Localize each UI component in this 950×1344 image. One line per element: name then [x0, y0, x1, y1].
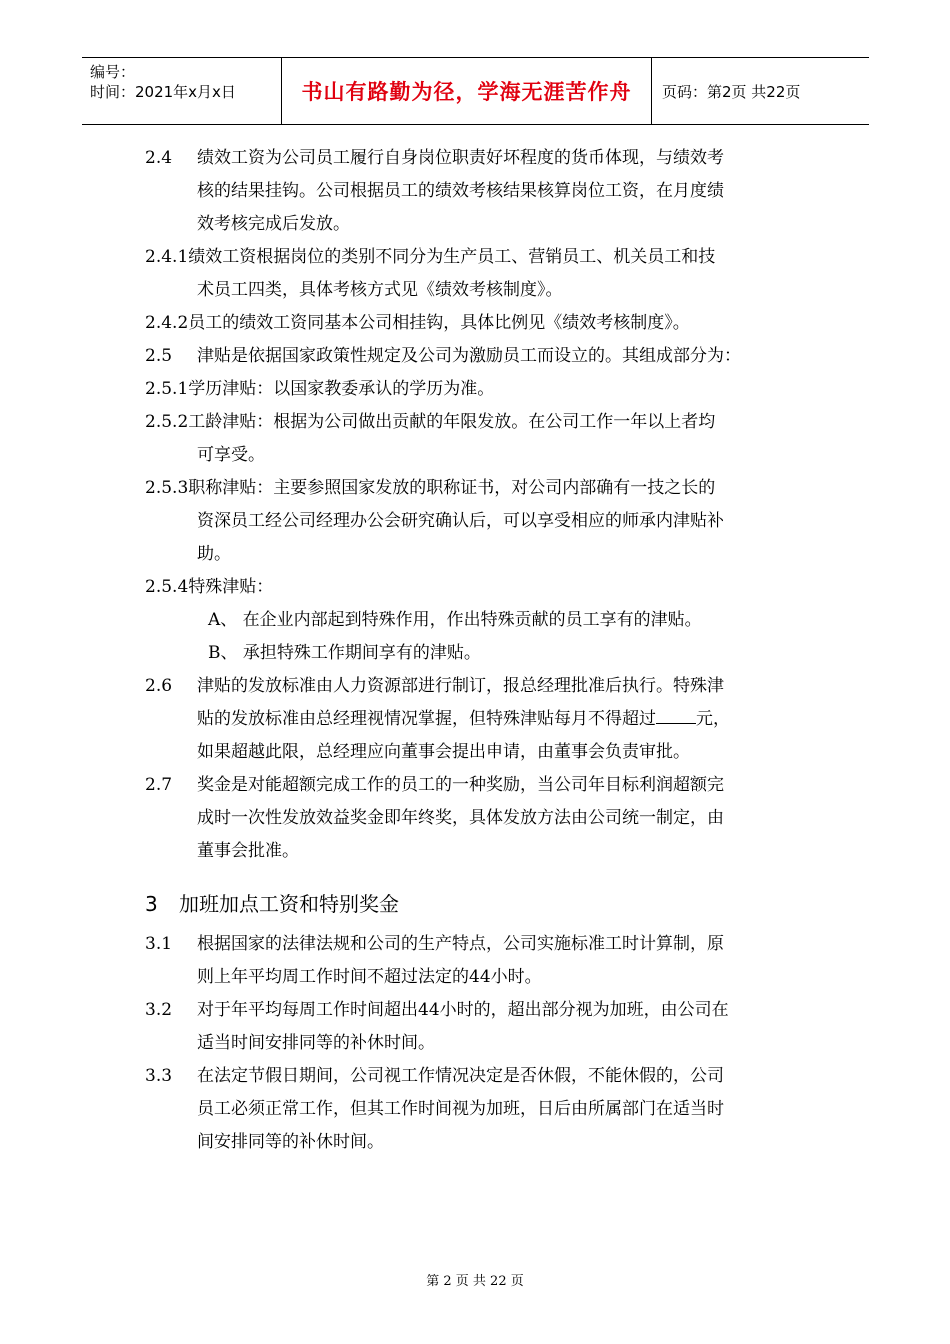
clause-text: 元， [696, 709, 730, 729]
clause-number: 3.1 [145, 934, 173, 954]
clause-text: 绩效工资为公司员工履行自身岗位职责好坏程度的货币体现，与绩效考 [197, 148, 724, 168]
clause-number: 2.4.2 [145, 313, 189, 333]
page-footer: 第 2 页 共 22 页 [426, 1274, 524, 1289]
paragraph-3-1-line-1 [145, 932, 724, 956]
paragraph-3-2-line-2: 适当时间安排同等的补休时间。 [197, 1033, 435, 1053]
list-item-b: B、 承担特殊工作期间享有的津贴。 [208, 643, 481, 663]
clause-text: 在法定节假日期间，公司视工作情况决定是否休假，不能休假的，公司 [197, 1066, 724, 1086]
clause-text: 贴的发放标准由总经理视情况掌握，但特殊津贴每月不得超过 [197, 709, 656, 729]
list-item-a: A、 在企业内部起到特殊作用，作出特殊贡献的员工享有的津贴。 [208, 610, 702, 630]
clause-number: 2.4 [145, 148, 173, 168]
paragraph-2-7-line-2: 成时一次性发放效益奖金即年终奖，具体发放方法由公司统一制定，由 [197, 808, 724, 828]
section-title: 加班加点工资和特别奖金 [179, 892, 399, 916]
clause-text: 津贴的发放标准由人力资源部进行制订，报总经理批准后执行。特殊津 [197, 676, 724, 696]
header-page-info: 页码：第2页 共22页 [662, 82, 801, 101]
clause-text: 绩效工资根据岗位的类别不同分为生产员工、营销员工、机关员工和技 [188, 247, 716, 267]
clause-text: 对于年平均每周工作时间超出44小时的，超出部分视为加班，由公司在 [197, 1000, 729, 1020]
clause-number: 2.5.4 [145, 577, 189, 597]
clause-number: 2.6 [145, 676, 173, 696]
paragraph-2-4-2-line-1 [145, 311, 690, 335]
section-number: 3 [145, 892, 158, 916]
paragraph-2-5-1-line-1 [145, 377, 494, 401]
clause-text: 奖金是对能超额完成工作的员工的一种奖励，当公司年目标利润超额完 [197, 775, 724, 795]
section-3-heading [145, 891, 399, 917]
document-header [82, 57, 869, 125]
header-meta-cell [82, 58, 282, 124]
paragraph-2-5-2-line-2: 可享受。 [197, 445, 265, 465]
clause-number: 2.5.1 [145, 379, 189, 399]
paragraph-2-4-line-2: 核的结果挂钩。公司根据员工的绩效考核结果核算岗位工资，在月度绩 [197, 181, 724, 201]
clause-text: 特殊津贴： [188, 577, 274, 597]
paragraph-3-3-line-1 [145, 1064, 724, 1088]
document-number-label: 编号： [90, 63, 136, 81]
clause-text: 工龄津贴：根据为公司做出贡献的年限发放。在公司工作一年以上者均 [188, 412, 716, 432]
clause-number: 2.5.3 [145, 478, 189, 498]
paragraph-2-6-line-2 [197, 707, 730, 731]
paragraph-2-6-line-3: 如果超越此限，总经理应向董事会提出申请，由董事会负责审批。 [197, 742, 690, 762]
paragraph-3-3-line-3: 间安排同等的补休时间。 [197, 1132, 384, 1152]
clause-text: 根据国家的法律法规和公司的生产特点，公司实施标准工时计算制，原 [197, 934, 724, 954]
paragraph-2-5-line-1 [145, 344, 741, 368]
paragraph-3-1-line-2: 则上年平均周工作时间不超过法定的44小时。 [197, 967, 542, 987]
clause-number: 2.5 [145, 346, 173, 366]
paragraph-3-3-line-2: 员工必须正常工作，但其工作时间视为加班，日后由所属部门在适当时 [197, 1099, 724, 1119]
clause-text: 职称津贴：主要参照国家发放的职称证书，对公司内部确有一技之长的 [188, 478, 716, 498]
paragraph-2-4-1-line-1 [145, 245, 715, 269]
document-time-label: 时间：2021年x月x日 [90, 83, 236, 101]
paragraph-2-5-3-line-3: 助。 [197, 544, 231, 564]
paragraph-3-2-line-1 [145, 998, 729, 1022]
amount-blank [656, 707, 696, 724]
clause-text: 员工的绩效工资同基本公司相挂钩，具体比例见《绩效考核制度》。 [188, 313, 690, 333]
paragraph-2-7-line-1 [145, 773, 724, 797]
header-motto-cell [282, 58, 652, 124]
paragraph-2-7-line-3: 董事会批准。 [197, 841, 299, 861]
paragraph-2-4-line-3: 效考核完成后发放。 [197, 214, 350, 234]
header-page-cell [652, 58, 869, 124]
paragraph-2-5-2-line-1 [145, 410, 715, 434]
paragraph-2-4-1-line-2: 术员工四类，具体考核方式见《绩效考核制度》。 [197, 280, 563, 300]
clause-number: 2.5.2 [145, 412, 189, 432]
clause-number: 3.3 [145, 1066, 173, 1086]
clause-number: 2.7 [145, 775, 173, 795]
paragraph-2-5-3-line-2: 资深员工经公司经理办公会研究确认后，可以享受相应的师承内津贴补 [197, 511, 724, 531]
clause-number: 2.4.1 [145, 247, 189, 267]
clause-number: 3.2 [145, 1000, 173, 1020]
paragraph-2-6-line-1 [145, 674, 724, 698]
paragraph-2-5-4-line-1 [145, 575, 273, 599]
paragraph-2-4-line-1 [145, 146, 724, 170]
paragraph-2-5-3-line-1 [145, 476, 715, 500]
clause-text: 学历津贴：以国家教委承认的学历为准。 [188, 379, 495, 399]
clause-text: 津贴是依据国家政策性规定及公司为激励员工而设立的。其组成部分为： [197, 346, 741, 366]
header-motto: 书山有路勤为径，学海无涯苦作舟 [301, 80, 632, 104]
